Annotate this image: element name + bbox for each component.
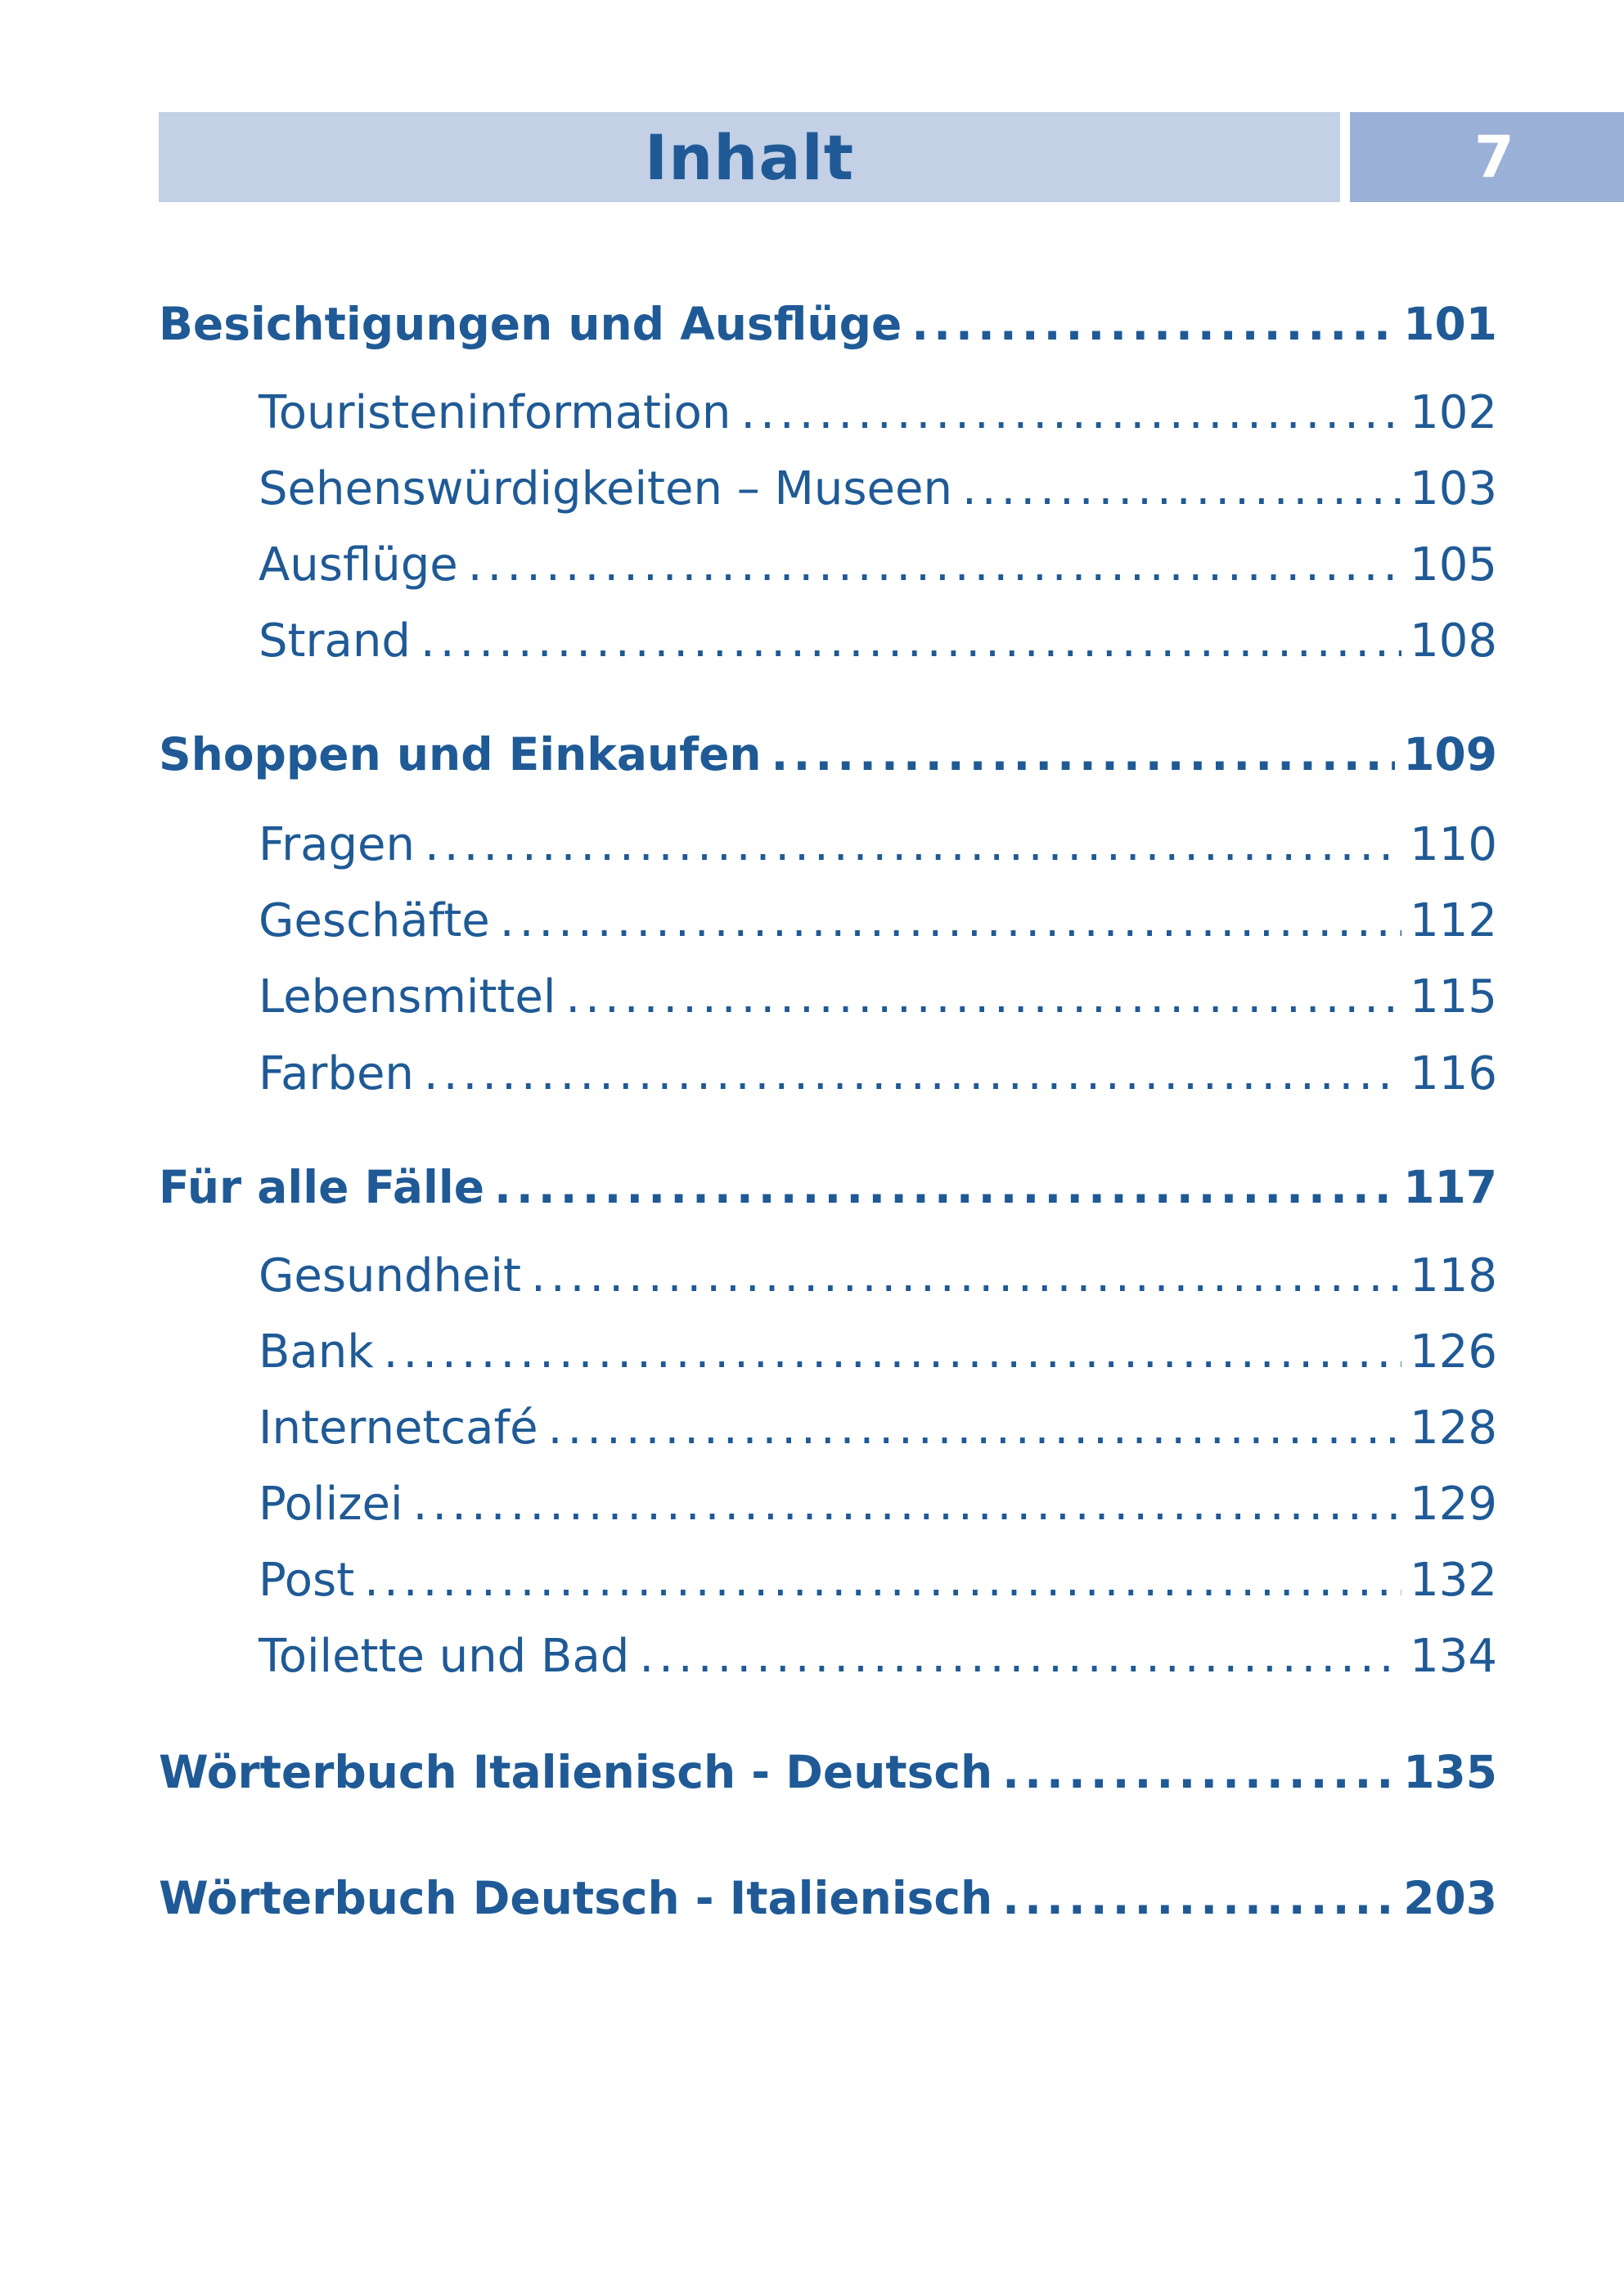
toc-entry-title: Fragen: [259, 818, 415, 871]
toc-entry-title: Geschäfte: [259, 894, 490, 947]
toc-page-number: 102: [1410, 386, 1497, 439]
toc-page-number: 126: [1410, 1325, 1497, 1379]
toc-section-row[interactable]: [159, 1746, 1497, 1798]
toc-dot-leader: [1002, 1872, 1395, 1924]
toc-entry-title: Gesundheit: [259, 1249, 522, 1302]
toc-entry-title: Lebensmittel: [259, 970, 556, 1024]
toc-entry-title: Toilette und Bad: [259, 1630, 630, 1683]
toc-entry-title: Farben: [259, 1047, 414, 1100]
toc-dot-leader: [772, 728, 1396, 781]
toc-section-row[interactable]: [159, 298, 1497, 350]
toc-entry-row[interactable]: [259, 462, 1497, 515]
toc-entry-row[interactable]: [259, 818, 1497, 871]
toc-dot-leader: [531, 1249, 1401, 1302]
toc-entry-row[interactable]: [259, 1249, 1497, 1302]
toc-entry-row[interactable]: [259, 1325, 1497, 1379]
toc-page-number: 101: [1403, 298, 1497, 350]
toc-dot-leader: [364, 1554, 1401, 1607]
toc-dot-leader: [639, 1630, 1401, 1683]
toc-dot-leader: [911, 298, 1395, 350]
toc-page-number: 135: [1403, 1746, 1497, 1798]
toc-page-number: 203: [1403, 1872, 1497, 1924]
toc-section-title: Shoppen und Einkaufen: [159, 728, 762, 781]
toc-dot-leader: [425, 818, 1401, 871]
toc-section-title: Wörterbuch Deutsch - Italienisch: [159, 1872, 993, 1924]
toc-section-row[interactable]: [159, 728, 1497, 781]
toc-dot-leader: [500, 894, 1401, 947]
toc-entry-row[interactable]: [259, 894, 1497, 947]
toc-dot-leader: [494, 1161, 1395, 1213]
toc-page-number: 109: [1403, 728, 1497, 781]
toc-entry-row[interactable]: [259, 1047, 1497, 1100]
toc-dot-leader: [1002, 1746, 1395, 1798]
toc-entry-row[interactable]: [259, 386, 1497, 439]
toc-page-number: 112: [1410, 894, 1497, 947]
toc-section-title: Wörterbuch Italienisch - Deutsch: [159, 1746, 993, 1798]
toc-section-title: Für alle Fälle: [159, 1161, 484, 1213]
toc-entry-row[interactable]: [259, 614, 1497, 668]
toc-page-number: 129: [1410, 1478, 1497, 1531]
toc-page-number: 132: [1410, 1554, 1497, 1607]
toc-entry-title: Post: [259, 1554, 355, 1607]
page-number: 7: [1474, 124, 1514, 191]
toc-entry-title: Bank: [259, 1325, 374, 1379]
toc-page-number: 134: [1410, 1630, 1497, 1683]
toc-section-row[interactable]: [159, 1161, 1497, 1213]
toc-dot-leader: [468, 538, 1401, 592]
toc-page-number: 108: [1410, 614, 1497, 668]
toc-page-number: 103: [1410, 462, 1497, 515]
toc-dot-leader: [565, 970, 1401, 1024]
toc-page-number: 117: [1403, 1161, 1497, 1213]
toc-section-title: Besichtigungen und Ausflüge: [159, 298, 902, 350]
toc-entry-title: Internetcafé: [259, 1401, 538, 1455]
toc-section-row[interactable]: [159, 1872, 1497, 1924]
toc-entry-row[interactable]: [259, 1401, 1497, 1455]
toc-dot-leader: [421, 614, 1401, 668]
toc-dot-leader: [384, 1325, 1401, 1379]
toc-entry-title: Touristeninformation: [259, 386, 731, 439]
toc-entry-row[interactable]: [259, 1554, 1497, 1607]
toc-entry-title: Strand: [259, 614, 411, 668]
toc-dot-leader: [548, 1401, 1401, 1455]
page-title: Inhalt: [644, 120, 855, 194]
toc-dot-leader: [413, 1478, 1402, 1531]
toc-page-number: 115: [1410, 970, 1497, 1024]
toc-page-number: 128: [1410, 1401, 1497, 1455]
toc-page-number: 110: [1410, 818, 1497, 871]
toc-dot-leader: [740, 386, 1401, 439]
toc-entry-row[interactable]: [259, 1630, 1497, 1683]
toc-page-number: 118: [1410, 1249, 1497, 1302]
toc-entry-row[interactable]: [259, 538, 1497, 592]
toc-dot-leader: [962, 462, 1401, 515]
toc-page-number: 105: [1410, 538, 1497, 592]
toc-entry-title: Polizei: [259, 1478, 403, 1531]
toc-entry-row[interactable]: [259, 1478, 1497, 1531]
toc-entry-row[interactable]: [259, 970, 1497, 1024]
toc-dot-leader: [424, 1047, 1401, 1100]
toc-page-number: 116: [1410, 1047, 1497, 1100]
toc-entry-title: Sehenswürdigkeiten – Museen: [259, 462, 952, 515]
toc-entry-title: Ausflüge: [259, 538, 458, 592]
